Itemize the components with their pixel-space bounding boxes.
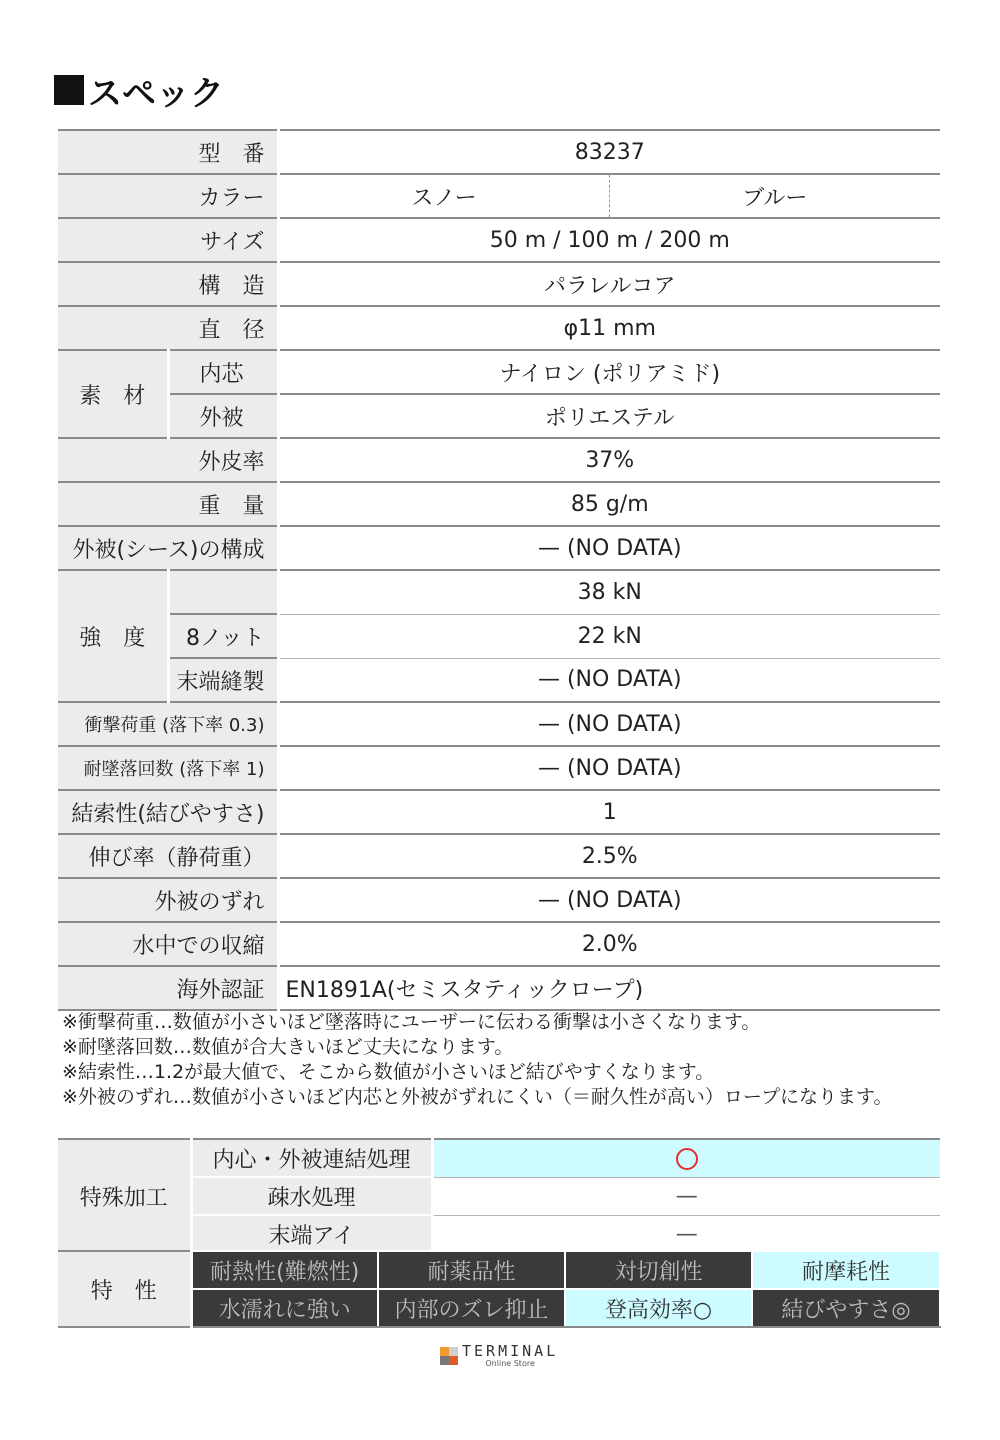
spec-value: ブルー — [609, 174, 940, 218]
trait-cell: 対切創性 — [565, 1251, 752, 1289]
spec-row-impact — [58, 702, 940, 746]
special-row — [58, 1139, 940, 1177]
spec-row-falls — [58, 746, 940, 790]
traits-group-label: 特 性 — [58, 1251, 191, 1327]
logo-sub: Online Store — [485, 1359, 535, 1368]
spec-label: サイズ — [58, 218, 278, 262]
spec-value: 2.5% — [278, 834, 940, 878]
spec-row-size — [58, 218, 940, 262]
spec-row-weight — [58, 482, 940, 526]
spec-row-strength-knot — [58, 614, 940, 658]
spec-label: 結索性(結びやすさ) — [58, 790, 278, 834]
spec-value: 50 m / 100 m / 200 m — [278, 218, 940, 262]
spec-row-model — [58, 130, 940, 174]
spec-value: 38 kN — [278, 570, 940, 614]
spec-row-structure — [58, 262, 940, 306]
spec-value: 83237 — [278, 130, 940, 174]
spec-sub-label: 外被 — [168, 394, 278, 438]
spec-sub-label — [168, 570, 278, 614]
spec-group-label: 素 材 — [58, 350, 168, 438]
spec-value: 37% — [278, 438, 940, 482]
spec-value: 1 — [278, 790, 940, 834]
special-group-label: 特殊加工 — [58, 1139, 191, 1253]
trait-cell: 耐薬品性 — [378, 1251, 565, 1289]
special-row — [58, 1215, 940, 1253]
spec-group-label: 強 度 — [58, 570, 168, 702]
spec-label: 外被(シース)の構成 — [58, 526, 278, 570]
spec-label: 耐墜落回数 (落下率 1) — [58, 746, 278, 790]
spec-value: — (NO DATA) — [278, 746, 940, 790]
special-processing-table — [58, 1138, 940, 1254]
spec-label: 外皮率 — [58, 438, 278, 482]
special-label: 内心・外被連結処理 — [191, 1139, 432, 1177]
spec-value: ナイロン (ポリアミド) — [278, 350, 940, 394]
spec-value: EN1891A(セミスタティックロープ) — [278, 966, 940, 1010]
traits-row — [58, 1251, 940, 1289]
page-title — [54, 66, 224, 114]
spec-label: 衝撃荷重 (落下率 0.3) — [58, 702, 278, 746]
spec-row-knotability — [58, 790, 940, 834]
note-item: ※結索性…1.2が最大値で、そこから数値が小さいほど結びやすくなります。 — [62, 1061, 715, 1083]
trait-cell-active: 耐摩耗性 — [752, 1251, 940, 1289]
circle-icon — [676, 1148, 698, 1170]
spec-label: 型 番 — [58, 130, 278, 174]
spec-value: ポリエステル — [278, 394, 940, 438]
trait-cell-active: 登高効率○ — [565, 1289, 752, 1327]
note-item: ※外被のずれ…数値が小さいほど内芯と外被がずれにくい（＝耐久性が高い）ロープになります。 — [62, 1086, 893, 1108]
spec-row-sheath-slip — [58, 878, 940, 922]
spec-label: 伸び率（静荷重） — [58, 834, 278, 878]
special-value — [432, 1139, 940, 1177]
notes — [62, 1010, 962, 1110]
store-logo — [440, 1344, 558, 1368]
spec-row-color — [58, 174, 940, 218]
page-title-text: スペック — [88, 73, 224, 114]
special-label: 末端アイ — [191, 1215, 432, 1253]
spec-row-sheath-structure — [58, 526, 940, 570]
spec-value: パラレルコア — [278, 262, 940, 306]
spec-label: 水中での収縮 — [58, 922, 278, 966]
traits-table — [58, 1250, 941, 1328]
special-value: — — [432, 1215, 940, 1253]
square-icon — [54, 75, 84, 105]
spec-label: 海外認証 — [58, 966, 278, 1010]
logo-name: TERMINAL — [462, 1342, 559, 1360]
spec-value: 85 g/m — [278, 482, 940, 526]
spec-value: — (NO DATA) — [278, 702, 940, 746]
logo-mark-icon — [440, 1347, 458, 1365]
spec-row-material-sheath — [58, 394, 940, 438]
spec-value: — (NO DATA) — [278, 878, 940, 922]
spec-sub-label: 8ノット — [168, 614, 278, 658]
note-item: ※衝撃荷重…数値が小さいほど墜落時にユーザーに伝わる衝撃は小さくなります。 — [62, 1011, 761, 1033]
spec-row-diameter — [58, 306, 940, 350]
spec-sub-label: 内芯 — [168, 350, 278, 394]
spec-label: 直 径 — [58, 306, 278, 350]
trait-cell: 結びやすさ◎ — [752, 1289, 940, 1327]
spec-sub-label: 末端縫製 — [168, 658, 278, 702]
special-value: — — [432, 1177, 940, 1215]
spec-row-material-core — [58, 350, 940, 394]
spec-row-shrinkage — [58, 922, 940, 966]
spec-row-strength-sewn — [58, 658, 940, 702]
trait-cell: 水濡れに強い — [191, 1289, 378, 1327]
spec-value: φ11 mm — [278, 306, 940, 350]
spec-value: 2.0% — [278, 922, 940, 966]
trait-cell: 内部のズレ抑止 — [378, 1289, 565, 1327]
spec-value: 22 kN — [278, 614, 940, 658]
spec-row-certification — [58, 966, 940, 1010]
traits-row — [58, 1289, 940, 1327]
spec-value: — (NO DATA) — [278, 658, 940, 702]
spec-label: 構 造 — [58, 262, 278, 306]
spec-value: — (NO DATA) — [278, 526, 940, 570]
spec-row-sheath-ratio — [58, 438, 940, 482]
spec-value: スノー — [278, 174, 609, 218]
note-item: ※耐墜落回数…数値が合大きいほど丈夫になります。 — [62, 1036, 514, 1058]
spec-row-strength-plain — [58, 570, 940, 614]
spec-row-elongation — [58, 834, 940, 878]
spec-label: 外被のずれ — [58, 878, 278, 922]
spec-label: 重 量 — [58, 482, 278, 526]
special-row — [58, 1177, 940, 1215]
special-label: 疎水処理 — [191, 1177, 432, 1215]
spec-table — [58, 129, 940, 1011]
spec-label: カラー — [58, 174, 278, 218]
trait-cell: 耐熱性(難燃性) — [191, 1251, 378, 1289]
